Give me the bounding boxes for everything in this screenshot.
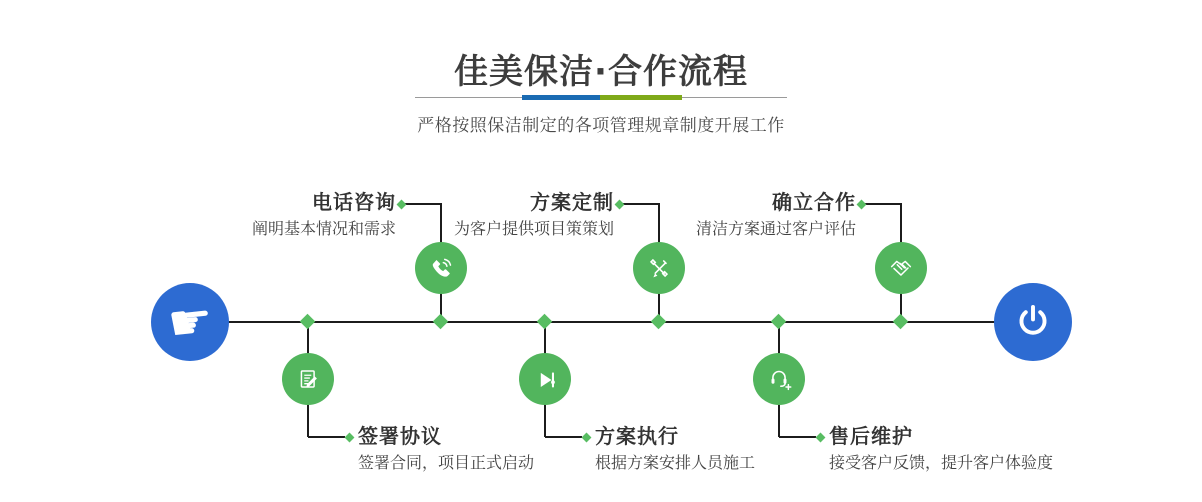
connector-horizontal-step6 [779,436,816,438]
timeline-start-node [151,283,229,361]
label-diamond [857,200,867,210]
step1-label [252,190,396,239]
step2-title: 方案定制 [530,190,614,214]
step3-node [875,242,927,294]
step4-title: 签署协议 [358,424,442,448]
contract-sign-icon [293,364,323,394]
step6-desc: 接受客户反馈，提升客户体验度 [829,453,1054,472]
step5-title: 方案执行 [595,424,679,448]
timeline-diamond [771,314,787,330]
label-diamond [816,433,826,443]
connector-horizontal-step5 [545,436,582,438]
label-diamond [615,200,625,210]
step5-label [595,424,755,473]
play-next-icon [530,364,560,394]
label-diamond [397,200,407,210]
label-diamond [582,433,592,443]
page-title: 佳美保洁·合作流程 [454,52,748,92]
step6-node [753,353,805,405]
timeline-diamond [433,314,449,330]
handshake-icon [886,253,916,283]
step5-node [519,353,571,405]
timeline-diamond [537,314,553,330]
step2-desc: 为客户提供项目策策划 [453,219,614,238]
page-subtitle: 严格按照保洁制定的各项管理规章制度开展工作 [417,116,785,136]
step6-label [829,424,1053,473]
step4-desc: 签署合同，项目正式启动 [358,453,535,472]
phone-icon [426,253,456,283]
timeline-diamond [651,314,667,330]
step2-node [633,242,685,294]
step4-label [358,424,534,473]
step1-desc: 阐明基本情况和需求 [251,219,396,238]
step2-label [454,190,614,239]
step5-desc: 根据方案安排人员施工 [595,453,756,472]
step4-node [282,353,334,405]
step3-desc: 清洁方案通过客户评估 [695,219,856,238]
title-divider-blue-segment [522,95,600,100]
hand-pointer-icon: ☛ [164,290,216,354]
label-diamond [345,433,355,443]
connector-horizontal-step2 [622,203,659,205]
step1-node [415,242,467,294]
title-divider-green-segment [600,95,682,100]
customer-service-plus-icon [764,364,794,394]
connector-horizontal-step4 [308,436,345,438]
timeline-diamond [300,314,316,330]
timeline-diamond [893,314,909,330]
power-icon [1012,301,1054,343]
design-tools-icon [644,253,674,283]
connector-horizontal-step1 [404,203,441,205]
step6-title: 售后维护 [829,424,913,448]
step3-label [696,190,856,239]
step1-title: 电话咨询 [312,190,396,214]
timeline-end-node [994,283,1072,361]
connector-horizontal-step3 [864,203,901,205]
step3-title: 确立合作 [772,190,856,214]
